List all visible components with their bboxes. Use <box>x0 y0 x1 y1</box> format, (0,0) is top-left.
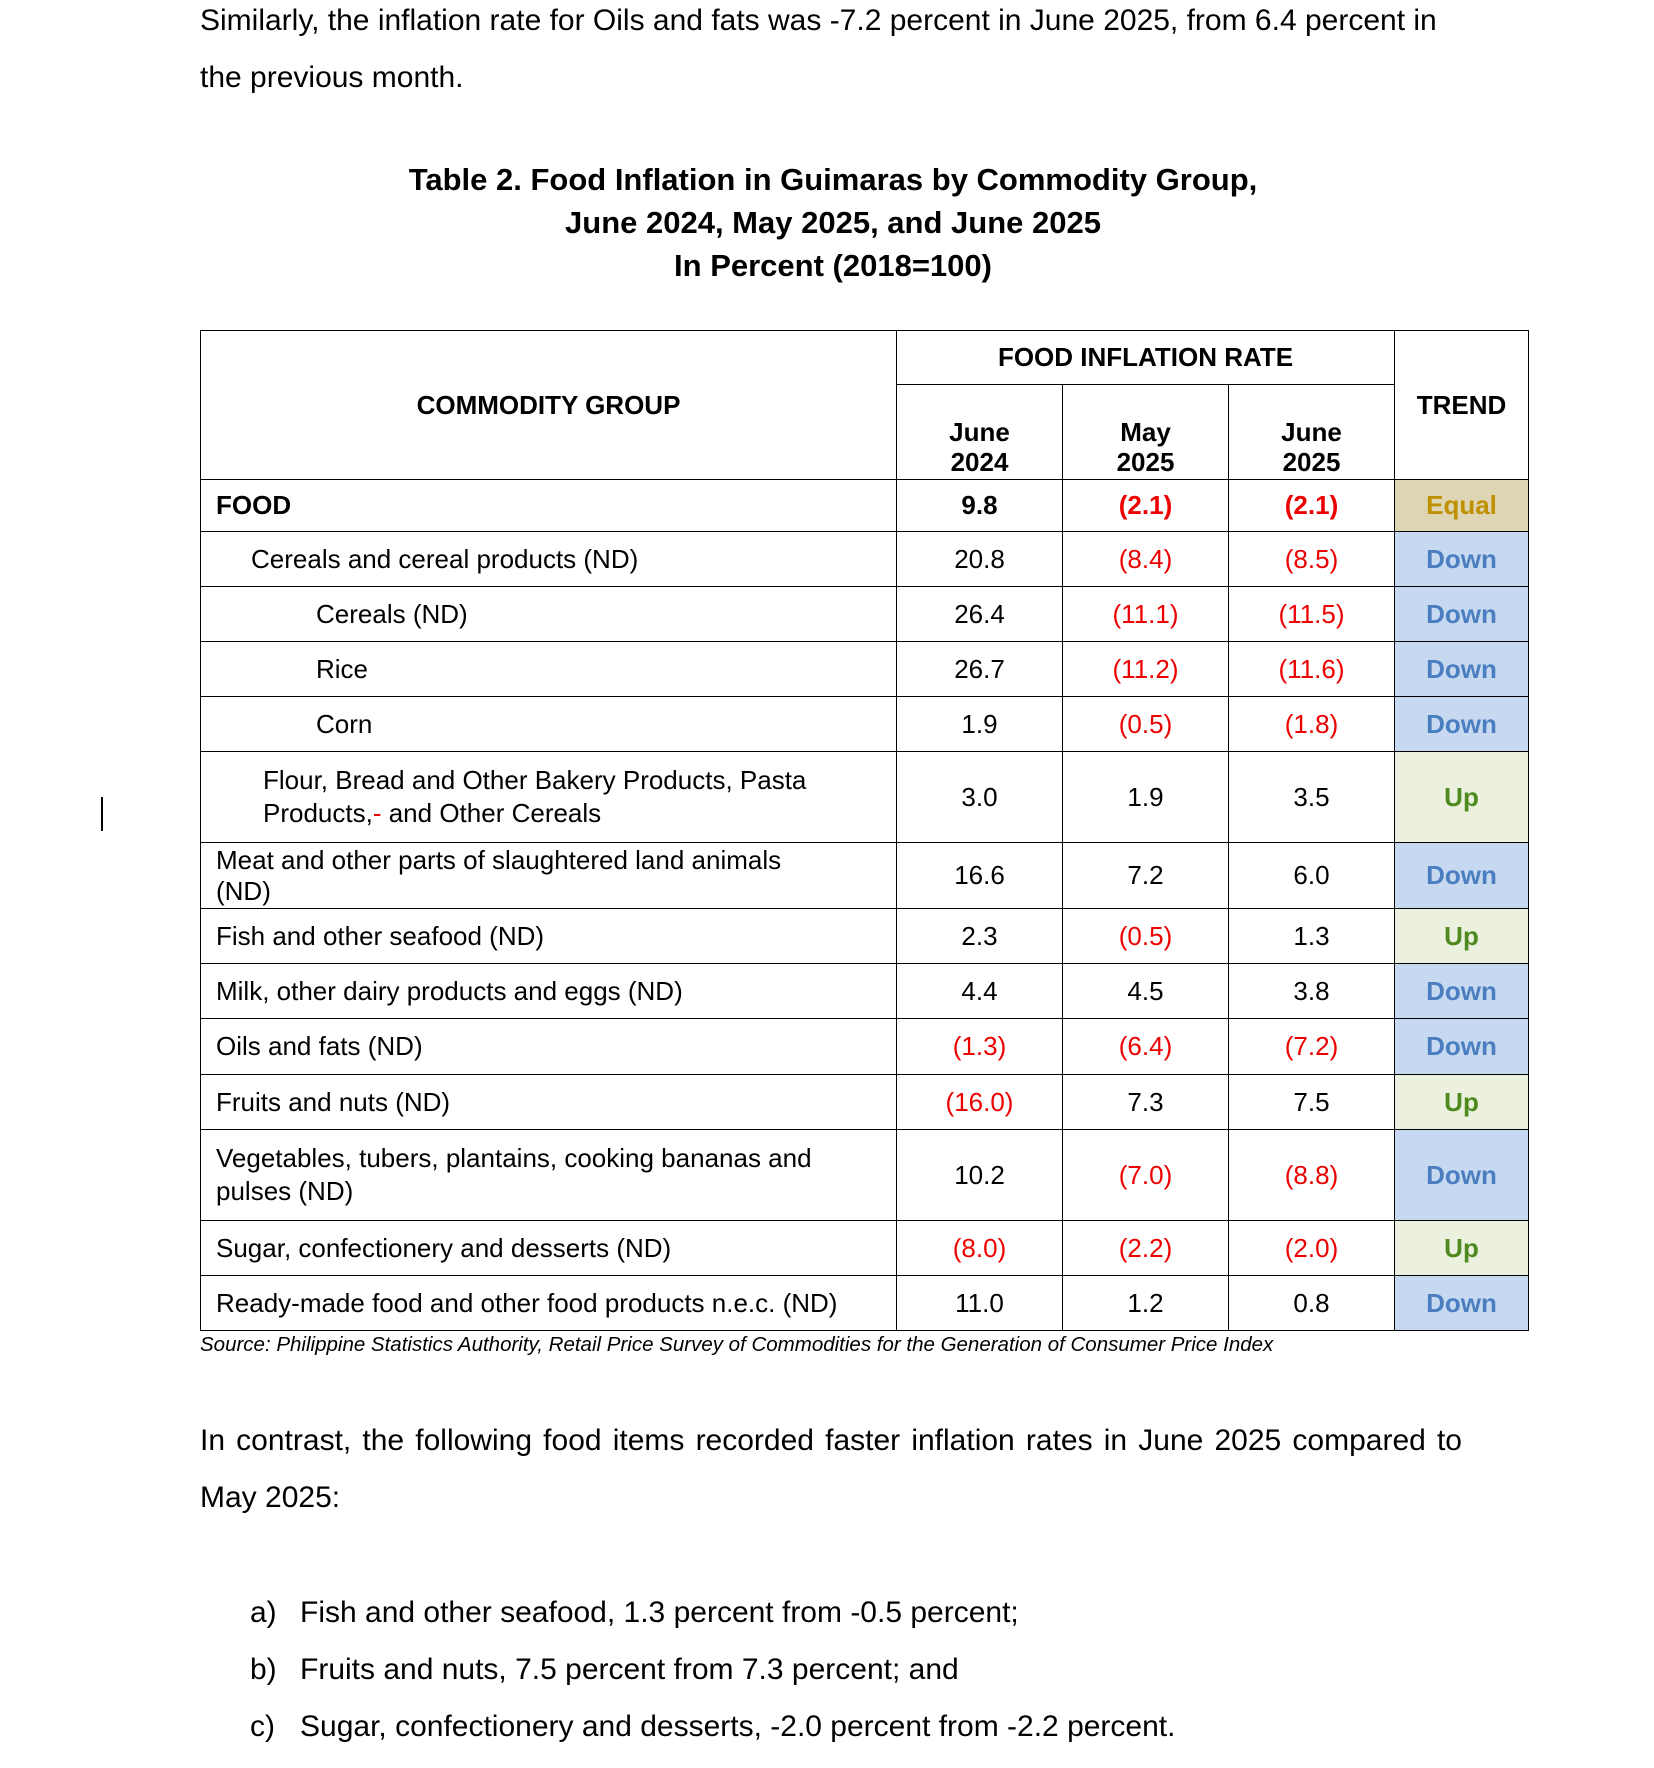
table-row <box>201 1276 1529 1331</box>
list-item <box>250 1641 1175 1698</box>
trend-badge: Equal <box>1395 480 1529 532</box>
value-june-2024: 26.4 <box>897 587 1063 642</box>
value-june-2024: 11.0 <box>897 1276 1063 1331</box>
table-row <box>201 964 1529 1019</box>
table-row <box>201 1075 1529 1130</box>
value-may-2025: (8.4) <box>1063 532 1229 587</box>
value-june-2024: 26.7 <box>897 642 1063 697</box>
table-row <box>201 752 1529 843</box>
trend-badge: Up <box>1395 752 1529 843</box>
trend-badge: Down <box>1395 642 1529 697</box>
trend-badge: Down <box>1395 1019 1529 1075</box>
table-row <box>201 642 1529 697</box>
table-title-line-1: Table 2. Food Inflation in Guimaras by Commodity Group, <box>408 162 1258 197</box>
value-may-2025: 1.9 <box>1063 752 1229 843</box>
trend-badge: Up <box>1395 1075 1529 1130</box>
list-item <box>250 1698 1175 1755</box>
commodity-group-cell: Rice <box>201 642 897 697</box>
value-may-2025: (0.5) <box>1063 909 1229 964</box>
table-title-line-2: June 2024, May 2025, and June 2025 <box>565 205 1101 240</box>
value-june-2025: (2.0) <box>1229 1221 1395 1276</box>
commodity-group-cell: Milk, other dairy products and eggs (ND) <box>201 964 897 1019</box>
trend-badge: Down <box>1395 1276 1529 1331</box>
table-row <box>201 909 1529 964</box>
value-may-2025: (0.5) <box>1063 697 1229 752</box>
table-row-food <box>201 480 1529 532</box>
table-row <box>201 1221 1529 1276</box>
table-row <box>201 532 1529 587</box>
commodity-group-cell: Cereals and cereal products (ND) <box>201 532 897 587</box>
value-may-2025: 7.3 <box>1063 1075 1229 1130</box>
trend-badge: Down <box>1395 1130 1529 1221</box>
value-june-2024: 2.3 <box>897 909 1063 964</box>
value-may-2025: 7.2 <box>1063 843 1229 909</box>
value-june-2024: (8.0) <box>897 1221 1063 1276</box>
value-may-2025: 1.2 <box>1063 1276 1229 1331</box>
commodity-group-cell: Fruits and nuts (ND) <box>201 1075 897 1130</box>
commodity-group-cell: Meat and other parts of slaughtered land animals (ND) <box>201 843 897 909</box>
trend-badge: Down <box>1395 587 1529 642</box>
value-june-2024: 4.4 <box>897 964 1063 1019</box>
commodity-group-cell: Cereals (ND) <box>201 587 897 642</box>
header-june-2025: June 2025 <box>1229 385 1395 480</box>
header-commodity-group: COMMODITY GROUP <box>201 331 897 480</box>
table-row <box>201 843 1529 909</box>
faster-inflation-list <box>250 1584 1175 1755</box>
text-cursor <box>101 797 103 831</box>
value-june-2025: 0.8 <box>1229 1276 1395 1331</box>
commodity-group-cell: Sugar, confectionery and desserts (ND) <box>201 1221 897 1276</box>
value-june-2024: 16.6 <box>897 843 1063 909</box>
list-item <box>250 1584 1175 1641</box>
value-may-2025: (11.1) <box>1063 587 1229 642</box>
list-marker: a) <box>250 1596 277 1629</box>
table-title-line-3: In Percent (2018=100) <box>674 248 992 283</box>
trend-badge: Down <box>1395 964 1529 1019</box>
list-item-text: Fish and other seafood, 1.3 percent from -0.5 percent; <box>300 1596 1019 1629</box>
trend-badge: Up <box>1395 909 1529 964</box>
trend-badge: Down <box>1395 843 1529 909</box>
value-june-2024: 3.0 <box>897 752 1063 843</box>
value-june-2024: (16.0) <box>897 1075 1063 1130</box>
commodity-group-cell: Corn <box>201 697 897 752</box>
value-june-2024: 1.9 <box>897 697 1063 752</box>
commodity-group-cell: FOOD <box>201 480 897 532</box>
value-may-2025: (11.2) <box>1063 642 1229 697</box>
value-may-2025: (6.4) <box>1063 1019 1229 1075</box>
table-row <box>201 1019 1529 1075</box>
commodity-group-cell: Oils and fats (ND) <box>201 1019 897 1075</box>
value-june-2025: 3.8 <box>1229 964 1395 1019</box>
value-june-2025: (11.6) <box>1229 642 1395 697</box>
list-item-text: Sugar, confectionery and desserts, -2.0 percent from -2.2 percent. <box>300 1710 1176 1743</box>
table-row <box>201 1130 1529 1221</box>
value-june-2024: 9.8 <box>897 480 1063 532</box>
value-june-2024: (1.3) <box>897 1019 1063 1075</box>
value-may-2025: (2.1) <box>1063 480 1229 532</box>
table-row <box>201 697 1529 752</box>
header-june-2024: June 2024 <box>897 385 1063 480</box>
value-june-2025: (2.1) <box>1229 480 1395 532</box>
value-june-2025: 1.3 <box>1229 909 1395 964</box>
value-june-2025: 7.5 <box>1229 1075 1395 1130</box>
value-june-2025: (7.2) <box>1229 1019 1395 1075</box>
value-may-2025: (7.0) <box>1063 1130 1229 1221</box>
table-source-note: Source: Philippine Statistics Authority, Retail Price Survey of Commodities for the Generation of Consumer Price Index <box>200 1333 1274 1356</box>
value-june-2025: (8.5) <box>1229 532 1395 587</box>
value-june-2025: (1.8) <box>1229 697 1395 752</box>
contrast-paragraph: In contrast, the following food items recorded faster inflation rates in June 2025 compared to May 2025: <box>200 1424 1462 1514</box>
table-row <box>201 587 1529 642</box>
food-inflation-table <box>200 330 1529 1331</box>
list-item-text: Fruits and nuts, 7.5 percent from 7.3 percent; and <box>300 1653 959 1686</box>
commodity-group-cell: Vegetables, tubers, plantains, cooking bananas and pulses (ND) <box>201 1130 897 1221</box>
trend-badge: Up <box>1395 1221 1529 1276</box>
value-june-2025: (11.5) <box>1229 587 1395 642</box>
value-june-2024: 10.2 <box>897 1130 1063 1221</box>
header-food-inflation-rate: FOOD INFLATION RATE <box>897 331 1395 385</box>
commodity-group-cell: Flour, Bread and Other Bakery Products, Pasta Products,- and Other Cereals <box>201 752 897 843</box>
value-june-2025: 3.5 <box>1229 752 1395 843</box>
trend-badge: Down <box>1395 697 1529 752</box>
trend-badge: Down <box>1395 532 1529 587</box>
value-may-2025: 4.5 <box>1063 964 1229 1019</box>
list-marker: c) <box>250 1710 275 1743</box>
table-title <box>200 158 1466 287</box>
commodity-group-cell: Ready-made food and other food products n.e.c. (ND) <box>201 1276 897 1331</box>
value-june-2024: 20.8 <box>897 532 1063 587</box>
header-trend: TREND <box>1395 331 1529 480</box>
value-june-2025: 6.0 <box>1229 843 1395 909</box>
value-may-2025: (2.2) <box>1063 1221 1229 1276</box>
intro-paragraph: Similarly, the inflation rate for Oils and fats was -7.2 percent in June 2025, from 6.4 percent in the previous month. <box>200 4 1437 94</box>
list-marker: b) <box>250 1653 277 1686</box>
header-may-2025: May 2025 <box>1063 385 1229 480</box>
value-june-2025: (8.8) <box>1229 1130 1395 1221</box>
commodity-group-cell: Fish and other seafood (ND) <box>201 909 897 964</box>
